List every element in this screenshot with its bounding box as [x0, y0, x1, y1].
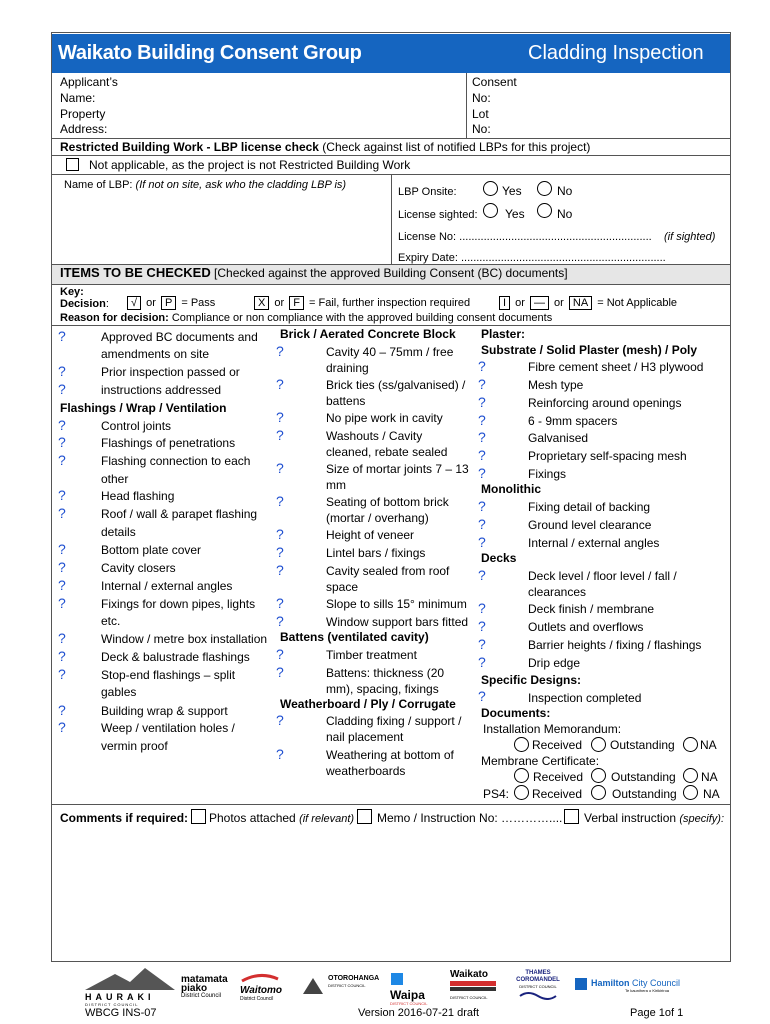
check-mark[interactable]: ?: [478, 394, 486, 410]
memo-label: Memo / Instruction No: …………....: [377, 811, 563, 825]
check-item: Reinforcing around openings: [528, 396, 682, 410]
check-item: Height of veneer: [326, 528, 415, 542]
divider: [52, 804, 730, 805]
check-item: Washouts / Cavity: [326, 429, 423, 443]
hauraki-mountain-icon: [85, 966, 175, 990]
check-item: Galvanised: [528, 431, 589, 445]
membrane-cert-label: Membrane Certificate:: [481, 754, 600, 768]
check-item: space: [326, 580, 359, 594]
applicant-label: Applicant’s: [60, 75, 118, 89]
outstanding-label: Outstanding: [612, 787, 677, 801]
check-mark[interactable]: ?: [58, 363, 66, 379]
matamata-piako-logo: matamata piako District Council: [181, 974, 228, 999]
check-item: Deck level / floor level / fall /: [528, 569, 677, 583]
check-item: amendments on site: [101, 347, 210, 361]
check-item: Control joints: [101, 419, 172, 433]
waipa-emblem-icon: [390, 972, 404, 986]
check-item: (mortar / overhang): [326, 511, 429, 525]
check-item: battens: [326, 394, 366, 408]
divider: [52, 325, 730, 326]
check-item: Cavity closers: [101, 561, 176, 575]
na-key: I or — or NA = Not Applicable: [497, 296, 677, 310]
check-item: Fixing detail of backing: [528, 500, 651, 514]
consent-no-label: No:: [472, 91, 491, 105]
memo-checkbox[interactable]: [357, 809, 372, 824]
received-label: Received: [532, 787, 583, 801]
footer-version: Version 2016-07-21 draft: [358, 1007, 480, 1019]
waipa-logo: Waipa DISTRICT COUNCIL: [390, 972, 442, 1006]
check-mark[interactable]: ?: [478, 498, 486, 514]
check-item: Bottom plate cover: [101, 543, 202, 557]
check-mark[interactable]: ?: [58, 702, 66, 718]
outstanding-label: Outstanding: [611, 770, 676, 784]
form-type: Cladding Inspection: [528, 42, 704, 64]
check-item: Lintel bars / fixings: [326, 546, 426, 560]
received-label: Received: [532, 738, 583, 752]
check-mark[interactable]: ?: [58, 719, 66, 735]
check-mark[interactable]: ?: [276, 376, 284, 392]
reason-key: Reason for decision: Compliance or non compliance with the approved building consent documents: [60, 312, 553, 324]
ps4-received-radio[interactable]: [514, 785, 529, 800]
weatherboard-heading: Weatherboard / Ply / Corrugate: [280, 697, 456, 711]
onsite-yes-label: Yes: [502, 184, 522, 198]
thames-coromandel-logo: THAMES COROMANDEL DISTRICT COUNCIL: [510, 970, 566, 1003]
check-mark[interactable]: ?: [478, 618, 486, 634]
memo-na-radio[interactable]: [683, 737, 698, 752]
check-mark[interactable]: ?: [276, 343, 284, 359]
waitomo-swoosh-icon: [240, 973, 280, 983]
photos-label: Photos attached (if relevant): [209, 811, 355, 825]
check-item: etc.: [101, 614, 121, 628]
check-mark[interactable]: ?: [478, 376, 486, 392]
check-mark[interactable]: ?: [276, 460, 284, 476]
check-mark[interactable]: ?: [58, 505, 66, 521]
check-mark[interactable]: ?: [276, 544, 284, 560]
check-mark[interactable]: ?: [58, 577, 66, 593]
sighted-no-label: No: [557, 207, 573, 221]
items-header: ITEMS TO BE CHECKED [Checked against the approved Building Consent (BC) documents]: [60, 265, 568, 280]
check-mark[interactable]: ?: [58, 487, 66, 503]
check-mark[interactable]: ?: [478, 412, 486, 428]
check-item: Fixings: [528, 467, 567, 481]
check-item: other: [101, 472, 129, 486]
footer-form-code: WBCG INS-07: [85, 1007, 157, 1019]
membrane-na-radio[interactable]: [683, 768, 698, 783]
check-mark[interactable]: ?: [478, 358, 486, 374]
check-item: Head flashing: [101, 489, 175, 503]
waitomo-logo: Waitomo District Council: [240, 972, 296, 1002]
check-item: Size of mortar joints 7 – 13: [326, 462, 469, 476]
check-item: Barrier heights / fixing / flashings: [528, 638, 702, 652]
check-mark[interactable]: ?: [58, 595, 66, 611]
check-mark[interactable]: ?: [478, 636, 486, 652]
form-title: Waikato Building Consent Group: [58, 42, 362, 64]
na-label: NA: [700, 738, 717, 752]
check-mark[interactable]: ?: [478, 447, 486, 463]
check-item: mm: [326, 478, 346, 492]
hauraki-logo: HAURAKI DISTRICT COUNCIL: [85, 966, 175, 1002]
divider: [52, 284, 730, 285]
pass-key: √ or P = Pass: [125, 296, 215, 310]
check-item: nail placement: [326, 730, 404, 744]
expiry-date-field[interactable]: Expiry Date: ...................................................................: [398, 252, 666, 264]
hamilton-emblem-icon: [575, 978, 587, 990]
plaster-heading: Plaster:: [481, 327, 526, 341]
check-item: Battens: thickness (20: [326, 666, 445, 680]
check-mark[interactable]: ?: [58, 666, 66, 682]
check-item: mm), spacing, fixings: [326, 682, 439, 696]
check-mark[interactable]: ?: [58, 434, 66, 450]
na-label: NA: [701, 770, 718, 784]
check-mark[interactable]: ?: [58, 648, 66, 664]
check-item: Cavity 40 – 75mm / free: [326, 345, 454, 359]
check-item: draining: [326, 361, 369, 375]
na-label: NA: [703, 787, 720, 801]
check-mark[interactable]: ?: [478, 567, 486, 583]
check-item: Slope to sills 15° minimum: [326, 597, 467, 611]
decision-key: Decision:: [60, 298, 109, 310]
check-item: Roof / wall & parapet flashing: [101, 507, 258, 521]
brick-heading: Brick / Aerated Concrete Block: [280, 327, 456, 341]
address-label: Address:: [60, 122, 108, 136]
check-item: Internal / external angles: [528, 536, 660, 550]
membrane-received-radio[interactable]: [514, 768, 529, 783]
documents-heading: Documents:: [481, 706, 551, 720]
footer-page: Page 1of 1: [630, 1007, 684, 1019]
coromandel-wave-icon: [518, 990, 558, 1000]
substrate-heading: Substrate / Solid Plaster (mesh) / Poly: [481, 343, 698, 357]
check-mark[interactable]: ?: [276, 595, 284, 611]
verbal-checkbox[interactable]: [564, 809, 579, 824]
divider: [52, 155, 730, 156]
check-mark[interactable]: ?: [478, 600, 486, 616]
onsite-no-label: No: [557, 184, 573, 198]
check-item: Approved BC documents and: [101, 330, 258, 344]
check-item: Deck & balustrade flashings: [101, 650, 250, 664]
key-label: Key:: [60, 286, 84, 298]
check-mark[interactable]: ?: [478, 654, 486, 670]
fail-key: X or F = Fail, further inspection required: [252, 296, 470, 310]
lot-no-label: No:: [472, 122, 491, 136]
check-item: Fibre cement sheet / H3 plywood: [528, 360, 704, 374]
not-applicable-label: Not applicable, as the project is not Restricted Building Work: [89, 158, 411, 172]
check-mark[interactable]: ?: [276, 409, 284, 425]
check-item: instructions addressed: [101, 383, 222, 397]
membrane-outstanding-radio[interactable]: [591, 768, 606, 783]
applicant-divider: [466, 73, 467, 139]
check-item: Mesh type: [528, 378, 584, 392]
check-mark[interactable]: ?: [58, 328, 66, 344]
check-mark[interactable]: ?: [276, 646, 284, 662]
check-mark[interactable]: ?: [478, 534, 486, 550]
decks-heading: Decks: [481, 551, 517, 565]
monolithic-heading: Monolithic: [481, 482, 541, 496]
check-item: Weep / ventilation holes /: [101, 721, 235, 735]
check-item: Window / metre box installation: [101, 632, 268, 646]
check-item: Cladding fixing / support /: [326, 714, 462, 728]
ps4-outstanding-radio[interactable]: [591, 785, 606, 800]
lot-label: Lot: [472, 107, 489, 121]
check-mark[interactable]: ?: [58, 541, 66, 557]
check-item: clearances: [528, 585, 587, 599]
check-mark[interactable]: ?: [478, 516, 486, 532]
photos-checkbox[interactable]: [191, 809, 206, 824]
check-item: Flashing connection to each: [101, 454, 251, 468]
license-sighted-label: License sighted:: [398, 209, 478, 221]
check-mark[interactable]: ?: [478, 465, 486, 481]
memo-received-radio[interactable]: [514, 737, 529, 752]
onsite-no-radio[interactable]: [537, 181, 552, 196]
check-item: Proprietary self-spacing mesh: [528, 449, 687, 463]
otorohanga-logo: OTOROHANGA DISTRICT COUNCIL: [302, 975, 384, 988]
check-mark[interactable]: ?: [478, 688, 486, 704]
check-item: Prior inspection passed or: [101, 365, 240, 379]
check-mark[interactable]: ?: [58, 559, 66, 575]
flashings-heading: Flashings / Wrap / Ventilation: [60, 401, 227, 415]
license-no-field[interactable]: License No: ...............................................................: [398, 231, 652, 243]
check-mark[interactable]: ?: [58, 452, 66, 468]
check-mark[interactable]: ?: [58, 381, 66, 397]
check-item: vermin proof: [101, 739, 168, 753]
lbp-onsite-label: LBP Onsite:: [398, 186, 457, 198]
waikato-district-logo: Waikato DISTRICT COUNCIL: [450, 970, 500, 1000]
check-mark[interactable]: ?: [58, 417, 66, 433]
check-mark[interactable]: ?: [276, 562, 284, 578]
check-mark[interactable]: ?: [276, 613, 284, 629]
check-item: Window support bars fitted: [326, 615, 469, 629]
check-item: No pipe work in cavity: [326, 411, 443, 425]
sighted-yes-label: Yes: [505, 207, 525, 221]
check-item: Deck finish / membrane: [528, 602, 655, 616]
check-mark[interactable]: ?: [276, 746, 284, 762]
check-item: gables: [101, 685, 137, 699]
lbp-name-label: Name of LBP: (If not on site, ask who the cladding LBP is): [64, 179, 347, 191]
check-mark[interactable]: ?: [276, 664, 284, 680]
installation-memo-label: Installation Memorandum:: [483, 722, 622, 736]
lbp-divider: [391, 175, 392, 264]
property-label: Property: [60, 107, 106, 121]
check-item: Weathering at bottom of: [326, 748, 454, 762]
check-item: Seating of bottom brick: [326, 495, 449, 509]
check-item: Building wrap & support: [101, 704, 228, 718]
verbal-label: Verbal instruction (specify):: [584, 811, 725, 825]
check-mark[interactable]: ?: [478, 429, 486, 445]
check-item: Ground level clearance: [528, 518, 652, 532]
onsite-yes-radio[interactable]: [483, 181, 498, 196]
check-mark[interactable]: ?: [276, 427, 284, 443]
outstanding-label: Outstanding: [610, 738, 675, 752]
check-item: Stop-end flashings – split: [101, 668, 236, 682]
sighted-no-radio[interactable]: [537, 203, 552, 218]
check-item: Timber treatment: [326, 648, 417, 662]
check-item: Fixings for down pipes, lights: [101, 597, 256, 611]
check-item: Brick ties (ss/galvanised) /: [326, 378, 466, 392]
battens-heading: Battens (ventilated cavity): [280, 630, 429, 644]
check-mark[interactable]: ?: [276, 493, 284, 509]
check-item: details: [101, 525, 136, 539]
comments-label: Comments if required:: [60, 811, 189, 825]
consent-label: Consent: [472, 75, 517, 89]
check-item: Cavity sealed from roof: [326, 564, 450, 578]
specific-designs-heading: Specific Designs:: [481, 673, 582, 687]
check-item: Internal / external angles: [101, 579, 233, 593]
check-mark[interactable]: ?: [58, 630, 66, 646]
memo-outstanding-radio[interactable]: [591, 737, 606, 752]
if-sighted-hint: (if sighted): [664, 231, 716, 243]
divider: [52, 138, 730, 139]
check-item: Flashings of penetrations: [101, 436, 236, 450]
sighted-yes-radio[interactable]: [483, 203, 498, 218]
received-label: Received: [533, 770, 584, 784]
otorohanga-emblem-icon: [302, 975, 324, 995]
hamilton-logo: Hamilton City Council Te kaunihera o Kirikiriroa: [575, 978, 705, 993]
comments-area[interactable]: [60, 830, 730, 950]
check-item: Inspection completed: [528, 691, 642, 705]
ps4-label: PS4:: [483, 787, 510, 801]
lbp-heading: Restricted Building Work - LBP license check (Check against list of notified LBPs for this project): [60, 140, 591, 154]
check-mark[interactable]: ?: [276, 712, 284, 728]
check-item: weatherboards: [326, 764, 406, 778]
check-mark[interactable]: ?: [276, 526, 284, 542]
check-item: 6 - 9mm spacers: [528, 414, 618, 428]
not-applicable-checkbox[interactable]: [66, 158, 79, 171]
check-item: Outlets and overflows: [528, 620, 644, 634]
name-label: Name:: [60, 91, 96, 105]
check-item: Drip edge: [528, 656, 581, 670]
waikato-bars-icon: [450, 980, 496, 992]
check-item: cleaned, rebate sealed: [326, 445, 448, 459]
ps4-na-radio[interactable]: [683, 785, 698, 800]
